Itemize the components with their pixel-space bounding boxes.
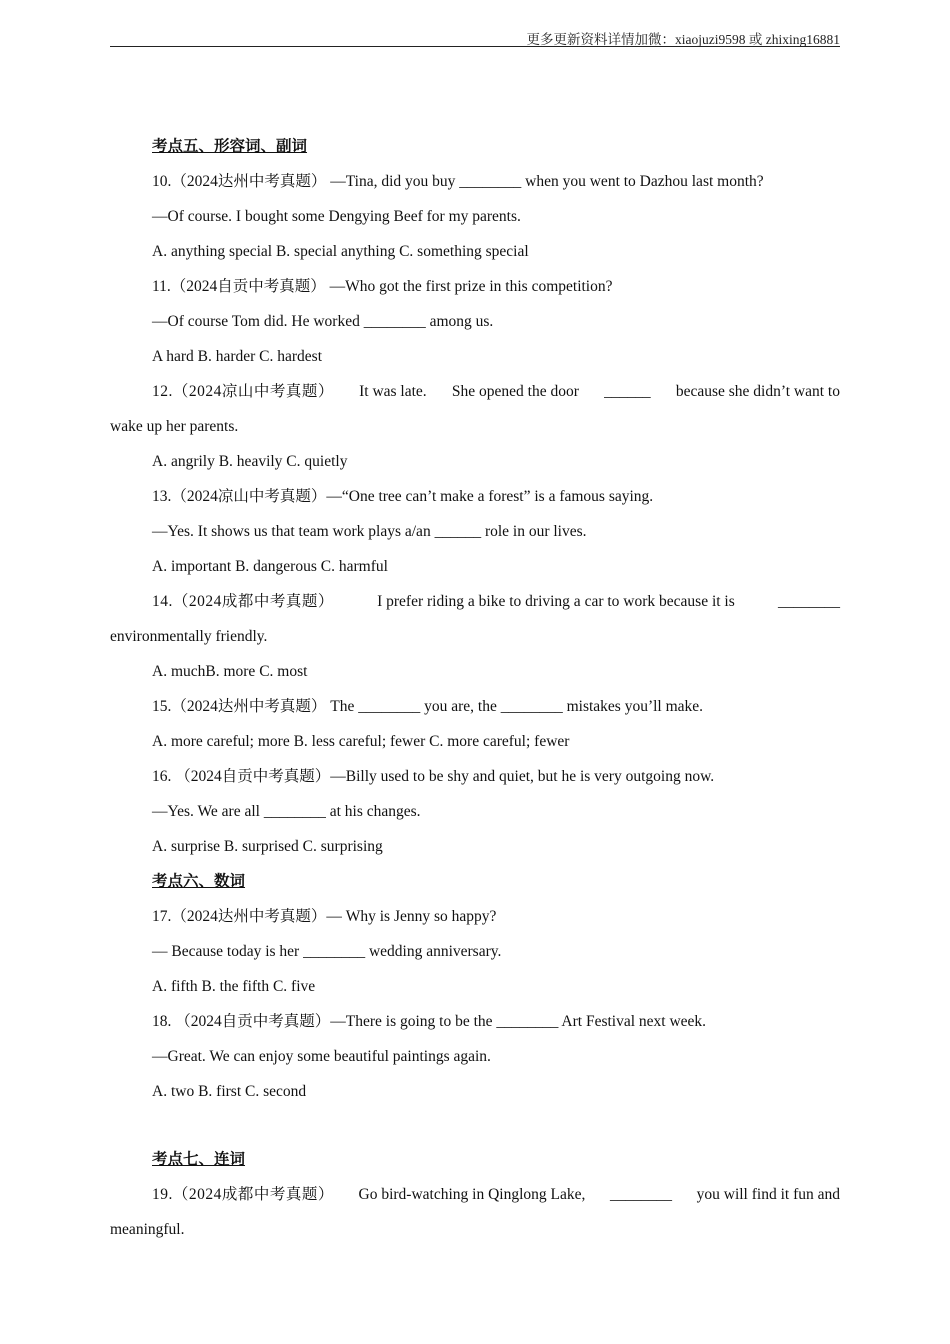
question-19-stem bbox=[110, 1182, 840, 1217]
question-11-stem: 11.（2024自贡中考真题） —Who got the first prize in this competition? bbox=[152, 278, 613, 295]
question-16-reply: —Yes. We are all ________ at his changes. bbox=[152, 803, 421, 820]
question-19-source: 19.（2024成都中考真题） bbox=[152, 1186, 334, 1203]
question-12-text-1: It was late. bbox=[359, 383, 427, 400]
question-14-text: I prefer riding a bike to driving a car to work because it is bbox=[377, 593, 735, 610]
question-17-options: A. fifth B. the fifth C. five bbox=[152, 978, 316, 995]
question-12-text-2: She opened the door bbox=[451, 383, 579, 400]
question-12-text-3: because she didn’t want to bbox=[675, 383, 840, 400]
question-16-options: A. surprise B. surprised C. surprising bbox=[152, 838, 383, 855]
question-12-options: A. angrily B. heavily C. quietly bbox=[152, 453, 348, 470]
spacer bbox=[110, 1114, 840, 1147]
page-header bbox=[110, 26, 840, 47]
question-19-text-2: you will find it fun and bbox=[696, 1186, 840, 1203]
question-10-options: A. anything special B. special anything C. something special bbox=[152, 243, 529, 260]
question-13-options: A. important B. dangerous C. harmful bbox=[152, 558, 388, 575]
section-title-numerals: 考点六、数词 bbox=[152, 873, 246, 890]
question-14-options: A. muchB. more C. most bbox=[152, 663, 308, 680]
question-13-reply: —Yes. It shows us that team work plays a/an ______ role in our lives. bbox=[152, 523, 587, 540]
question-19-continued: meaningful. bbox=[110, 1221, 185, 1238]
question-10-stem: 10.（2024达州中考真题） —Tina, did you buy ________ when you went to Dazhou last month? bbox=[152, 173, 764, 190]
question-10-reply: —Of course. I bought some Dengying Beef for my parents. bbox=[152, 208, 521, 225]
question-14-blank: ________ bbox=[778, 593, 840, 610]
question-12-source: 12.（2024凉山中考真题） bbox=[152, 383, 334, 400]
question-13-stem: 13.（2024凉山中考真题）—“One tree can’t make a forest” is a famous saying. bbox=[152, 488, 654, 505]
question-11-options: A hard B. harder C. hardest bbox=[152, 348, 323, 365]
question-12-blank: ______ bbox=[604, 383, 651, 400]
section-title-conjunctions: 考点七、连词 bbox=[152, 1151, 246, 1168]
document-body bbox=[110, 134, 840, 1252]
question-15-options: A. more careful; more B. less careful; fewer C. more careful; fewer bbox=[152, 733, 570, 750]
question-15-stem: 15.（2024达州中考真题） The ________ you are, the ________ mistakes you’ll make. bbox=[152, 698, 704, 715]
question-12-continued: wake up her parents. bbox=[110, 418, 239, 435]
section-title-adjectives-adverbs: 考点五、形容词、副词 bbox=[152, 138, 308, 155]
question-17-reply: — Because today is her ________ wedding anniversary. bbox=[152, 943, 502, 960]
question-11-reply: —Of course Tom did. He worked ________ among us. bbox=[152, 313, 494, 330]
question-14-source: 14.（2024成都中考真题） bbox=[152, 593, 334, 610]
question-18-options: A. two B. first C. second bbox=[152, 1083, 307, 1100]
question-14-stem bbox=[110, 589, 840, 624]
question-12-stem bbox=[110, 379, 840, 414]
header-contact-text: 更多更新资料详情加微：xiaojuzi9598 或 zhixing16881 bbox=[526, 32, 840, 47]
question-17-stem: 17.（2024达州中考真题）— Why is Jenny so happy? bbox=[152, 908, 497, 925]
question-16-stem: 16. （2024自贡中考真题）—Billy used to be shy and quiet, but he is very outgoing now. bbox=[152, 768, 715, 785]
question-14-continued: environmentally friendly. bbox=[110, 628, 268, 645]
question-18-stem: 18. （2024自贡中考真题）—There is going to be the ________ Art Festival next week. bbox=[152, 1013, 707, 1030]
question-19-blank: ________ bbox=[610, 1186, 672, 1203]
question-19-text-1: Go bird-watching in Qinglong Lake, bbox=[358, 1186, 586, 1203]
question-18-reply: —Great. We can enjoy some beautiful paintings again. bbox=[152, 1048, 491, 1065]
